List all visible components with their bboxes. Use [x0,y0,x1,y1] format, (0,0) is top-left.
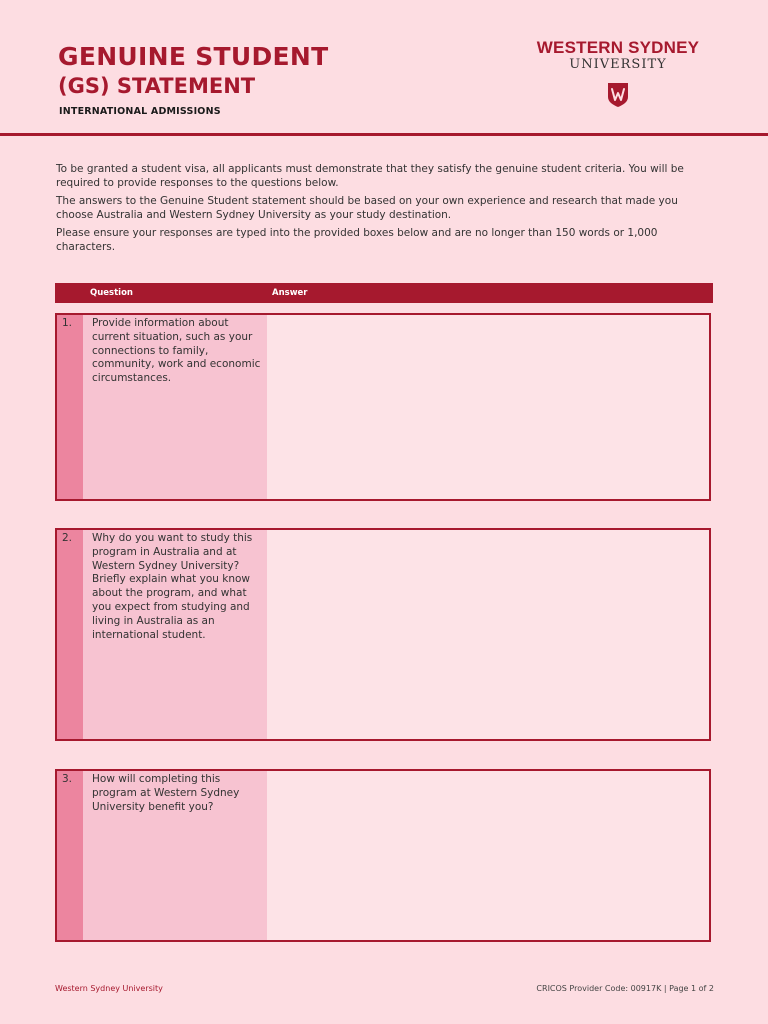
page-title-line2: (GS) STATEMENT [58,74,256,98]
question-text: Provide information about current situation, such as your connections to family, community, work and economic circumstances. [92,317,261,385]
page-title-line1: GENUINE STUDENT [58,42,329,71]
answer-field-3[interactable] [267,771,709,940]
number-column [57,530,83,739]
question-row-3 [55,769,711,942]
answer-field-2[interactable] [267,530,709,739]
intro-paragraph-1: To be granted a student visa, all applicants must demonstrate that they satisfy the genuine student criteria. You will be required to provide responses to the questions below. [56,163,684,189]
question-number: 1. [62,317,73,329]
footer-page-info: CRICOS Provider Code: 00917K | Page 1 of 2 [536,984,714,993]
logo-wordmark-line1: WESTERN SYDNEY [536,38,700,57]
footer-university-name: Western Sydney University [55,984,163,993]
question-text: How will completing this program at Western Sydney University benefit you? [92,773,240,813]
intro-paragraph-3: Please ensure your responses are typed into the provided boxes below and are no longer than 150 words or 1,000 characters. [56,227,658,253]
intro-text [56,163,696,260]
logo-wordmark-line2: UNIVERSITY [569,57,667,72]
document-header [0,0,768,138]
question-row-1 [55,313,711,501]
header-divider [0,133,768,136]
page-subtitle: INTERNATIONAL ADMISSIONS [59,106,221,117]
answer-field-1[interactable] [267,315,709,499]
question-number: 2. [62,532,73,544]
number-column [57,771,83,940]
university-logo [520,38,720,110]
question-number: 3. [62,773,73,785]
column-header-question: Question [90,288,133,298]
column-header-answer: Answer [272,288,308,298]
question-text: Why do you want to study this program in Australia and at Western Sydney University? Briefly explain what you know about the program, and what you expect from studying and living in Australia as an international student. [92,532,253,641]
question-row-2 [55,528,711,741]
number-column [57,315,83,499]
shield-w-icon [607,82,629,108]
table-header [55,283,713,303]
intro-paragraph-2: The answers to the Genuine Student statement should be based on your own experience and research that made you choose Australia and Western Sydney University as your study destination. [56,195,678,221]
